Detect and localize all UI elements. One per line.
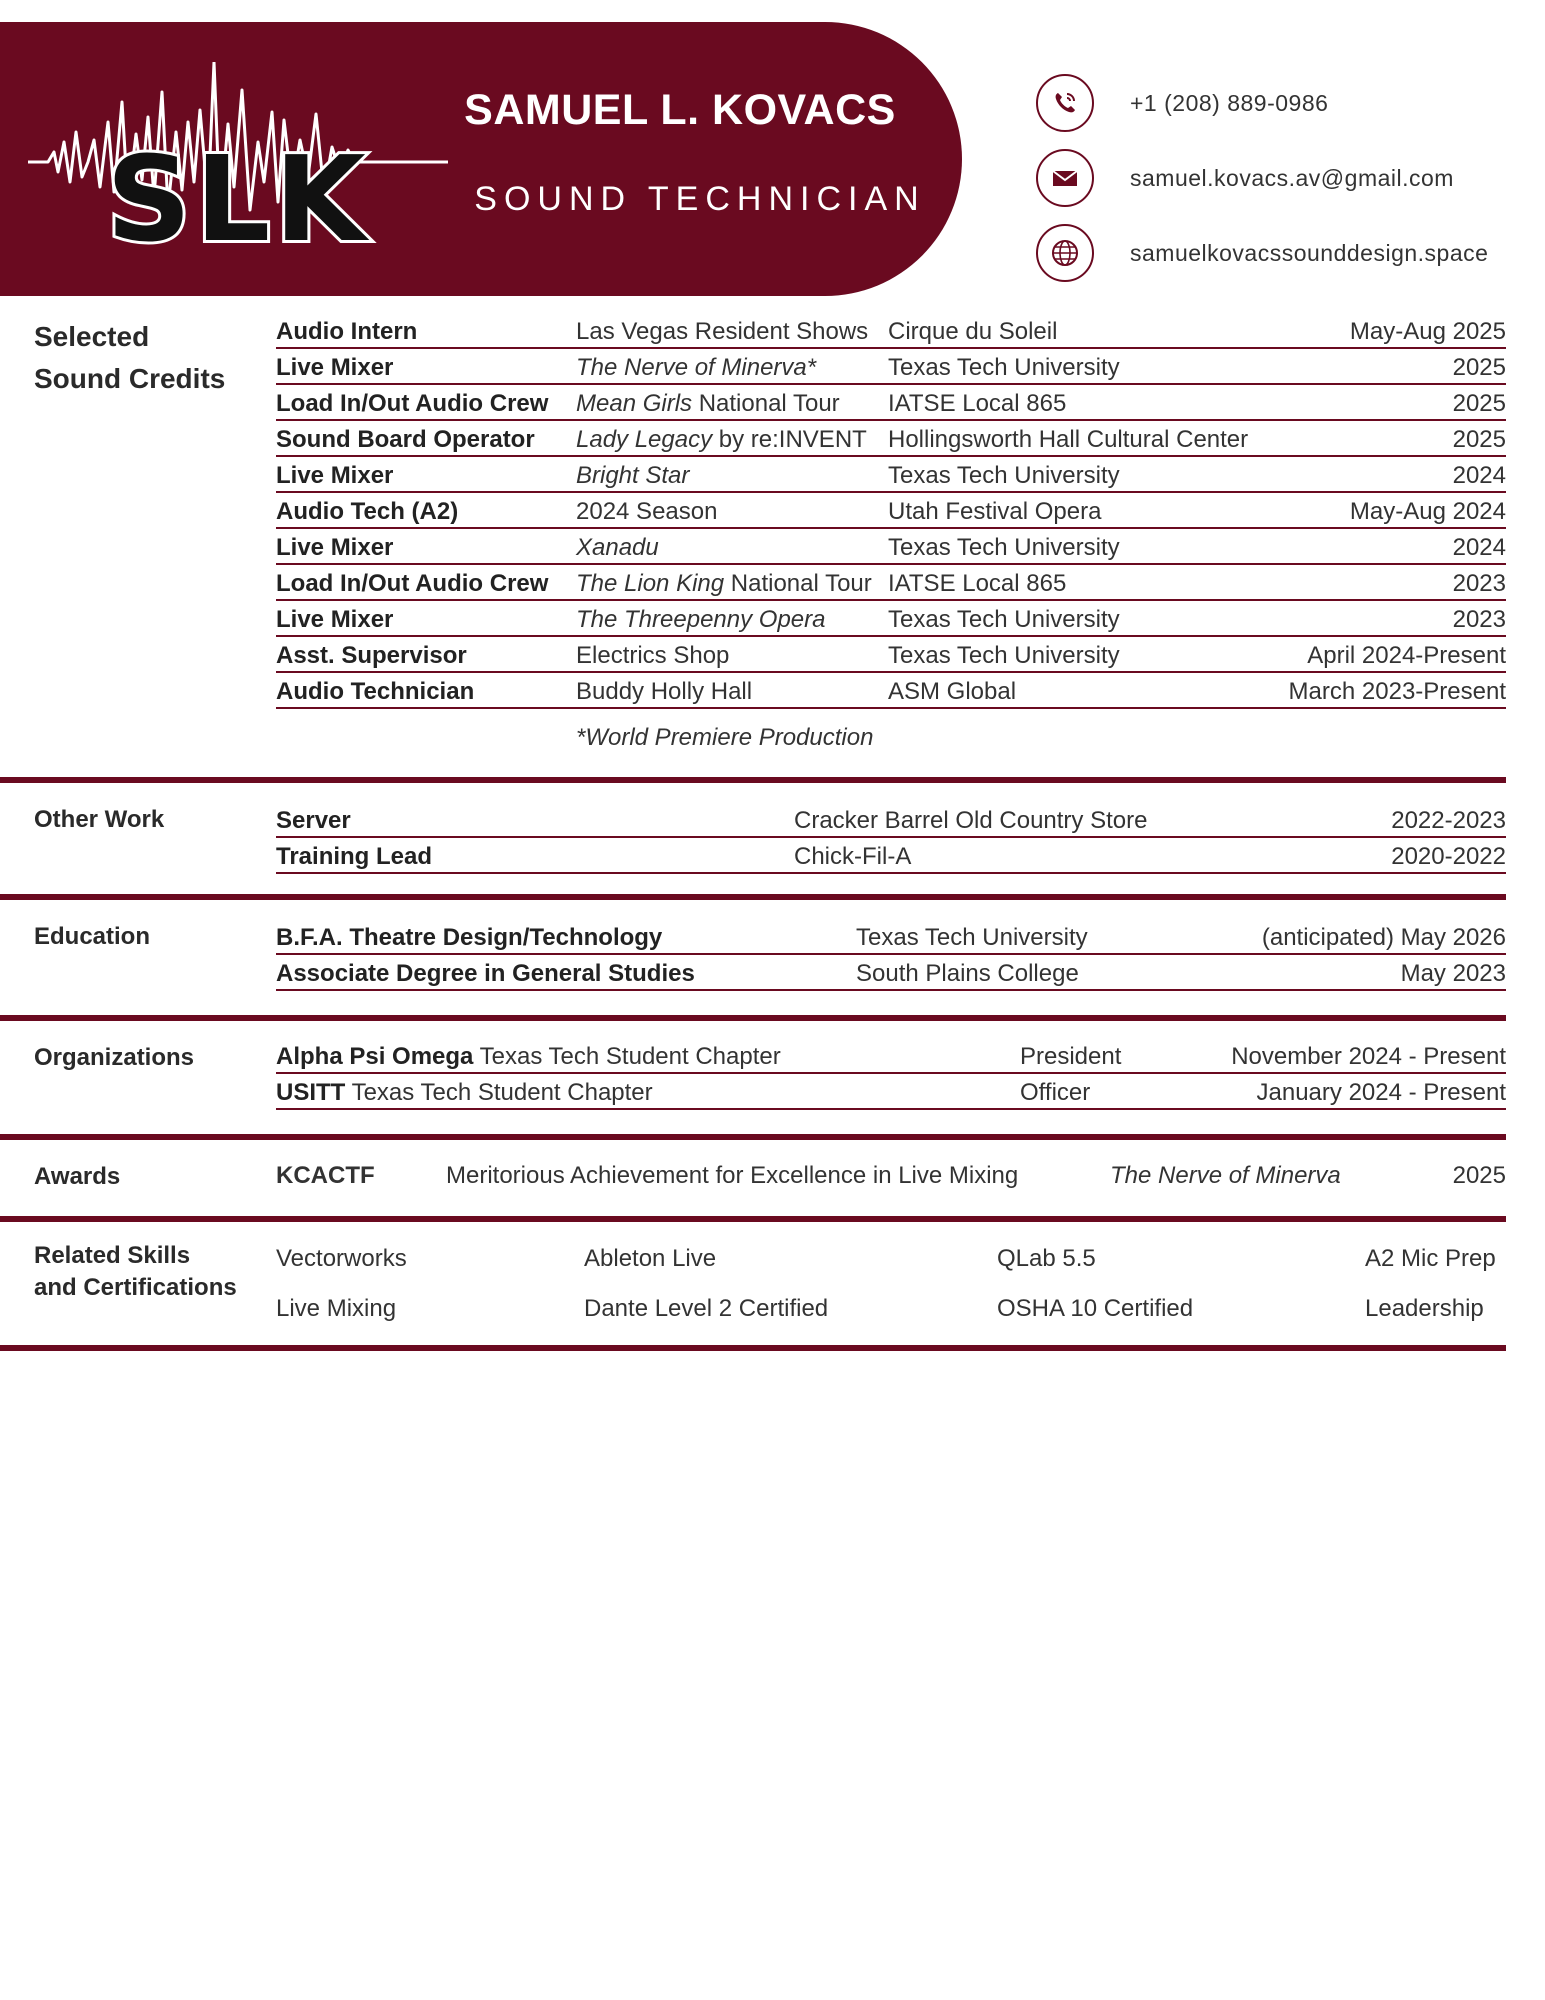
education-row: Associate Degree in General Studies South Plains College May 2023 — [276, 953, 1506, 991]
skills-label: Related Skills and Certifications — [34, 1242, 237, 1301]
credit-row: Load In/Out Audio Crew Mean Girls National Tour IATSE Local 865 2025 — [276, 383, 1506, 421]
credit-row: Audio Tech (A2) 2024 Season Utah Festival Opera May-Aug 2024 — [276, 491, 1506, 529]
section-divider — [0, 1345, 1506, 1351]
skill-item: Leadership — [1365, 1295, 1484, 1322]
education-label: Education — [34, 923, 151, 950]
skill-item: OSHA 10 Certified — [997, 1295, 1194, 1322]
organization-row: Alpha Psi Omega Texas Tech Student Chapter President November 2024 - Present — [276, 1036, 1506, 1074]
email-address[interactable]: samuel.kovacs.av@gmail.com — [1130, 165, 1454, 191]
credit-row: Audio Technician Buddy Holly Hall ASM Global March 2023-Present — [276, 671, 1506, 709]
award-title: Meritorious Achievement for Excellence in Live Mixing — [446, 1162, 1019, 1189]
credit-row: Live Mixer Xanadu Texas Tech University 2024 — [276, 527, 1506, 565]
credit-row: Audio Intern Las Vegas Resident Shows Cirque du Soleil May-Aug 2025 — [276, 311, 1506, 349]
credits-footnote: *World Premiere Production — [576, 724, 874, 751]
other-work-label: Other Work — [34, 806, 165, 833]
work-row: Training Lead Chick-Fil-A 2020-2022 — [276, 836, 1506, 874]
phone-number[interactable]: +1 (208) 889-0986 — [1130, 90, 1329, 116]
credit-row: Load In/Out Audio Crew The Lion King National Tour IATSE Local 865 2023 — [276, 563, 1506, 601]
skill-item: Live Mixing — [276, 1295, 397, 1322]
slk-logo — [28, 62, 448, 252]
globe-icon — [1036, 224, 1094, 282]
credit-row: Live Mixer Bright Star Texas Tech University 2024 — [276, 455, 1506, 493]
skill-item: Vectorworks — [276, 1245, 407, 1272]
section-divider — [0, 894, 1506, 900]
skill-item: A2 Mic Prep — [1365, 1245, 1496, 1272]
phone-icon — [1036, 74, 1094, 132]
organization-row: USITT Texas Tech Student Chapter Officer January 2024 - Present — [276, 1072, 1506, 1110]
education-row: B.F.A. Theatre Design/Technology Texas Tech University (anticipated) May 2026 — [276, 917, 1506, 955]
credit-row: Sound Board Operator Lady Legacy by re:INVENT Hollingsworth Hall Cultural Center 2025 — [276, 419, 1506, 457]
skill-item: QLab 5.5 — [997, 1245, 1096, 1272]
candidate-name: SAMUEL L. KOVACS — [464, 86, 896, 134]
section-divider — [0, 777, 1506, 783]
credit-row: Live Mixer The Nerve of Minerva* Texas Tech University 2025 — [276, 347, 1506, 385]
award-org: KCACTF — [276, 1162, 375, 1189]
organizations-label: Organizations — [34, 1044, 195, 1071]
skill-item: Dante Level 2 Certified — [584, 1295, 829, 1322]
logo-text: SLK — [106, 130, 370, 252]
award-production: The Nerve of Minerva — [1110, 1162, 1341, 1189]
credits-label: Selected Sound Credits — [34, 321, 226, 394]
section-divider — [0, 1015, 1506, 1021]
website-url[interactable]: samuelkovacssounddesign.space — [1130, 240, 1489, 266]
section-divider — [0, 1134, 1506, 1140]
email-icon — [1036, 149, 1094, 207]
skill-item: Ableton Live — [584, 1245, 717, 1272]
candidate-title: SOUND TECHNICIAN — [474, 180, 926, 218]
credit-row: Live Mixer The Threepenny Opera Texas Tech University 2023 — [276, 599, 1506, 637]
credit-row: Asst. Supervisor Electrics Shop Texas Tech University April 2024-Present — [276, 635, 1506, 673]
work-row: Server Cracker Barrel Old Country Store 2022-2023 — [276, 800, 1506, 838]
section-divider — [0, 1216, 1506, 1222]
awards-label: Awards — [34, 1163, 121, 1190]
award-year: 2025 — [1452, 1162, 1506, 1189]
